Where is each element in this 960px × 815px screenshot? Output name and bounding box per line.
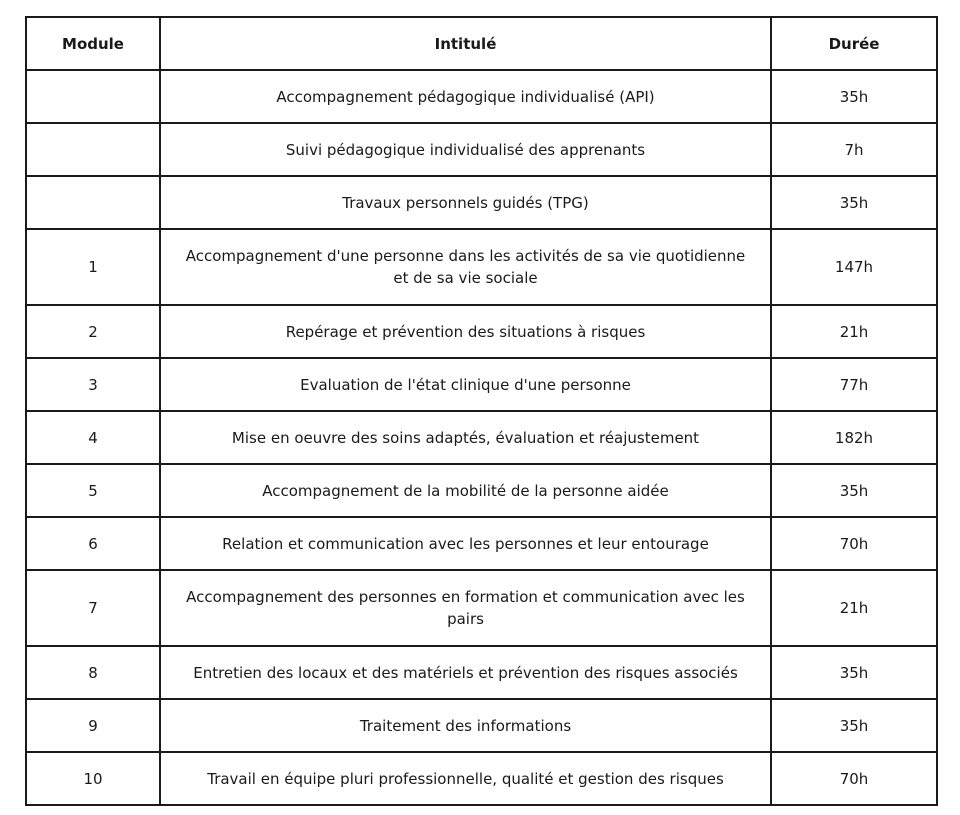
table-row — [26, 699, 937, 752]
module-number: 7 — [26, 570, 160, 646]
module-duration: 70h — [771, 517, 937, 570]
module-title: Suivi pédagogique individualisé des apprenants — [160, 123, 771, 176]
table-row — [26, 123, 937, 176]
table-row — [26, 411, 937, 464]
table-row — [26, 464, 937, 517]
module-number: 8 — [26, 646, 160, 699]
module-title: Repérage et prévention des situations à risques — [160, 305, 771, 358]
module-number: 9 — [26, 699, 160, 752]
table-row — [26, 358, 937, 411]
module-number: 2 — [26, 305, 160, 358]
module-title: Entretien des locaux et des matériels et prévention des risques associés — [160, 646, 771, 699]
table-row — [26, 229, 937, 305]
table-row — [26, 176, 937, 229]
module-number: 10 — [26, 752, 160, 805]
module-number: 4 — [26, 411, 160, 464]
module-duration: 7h — [771, 123, 937, 176]
module-title: Accompagnement de la mobilité de la personne aidée — [160, 464, 771, 517]
module-title: Accompagnement d'une personne dans les activités de sa vie quotidienne et de sa vie sociale — [160, 229, 771, 305]
table-row — [26, 305, 937, 358]
table-row — [26, 646, 937, 699]
module-number — [26, 70, 160, 123]
module-number: 6 — [26, 517, 160, 570]
module-title: Travail en équipe pluri professionnelle, qualité et gestion des risques — [160, 752, 771, 805]
module-title: Accompagnement pédagogique individualisé (API) — [160, 70, 771, 123]
module-title: Accompagnement des personnes en formation et communication avec les pairs — [160, 570, 771, 646]
module-duration: 70h — [771, 752, 937, 805]
module-duration: 21h — [771, 570, 937, 646]
module-title: Mise en oeuvre des soins adaptés, évaluation et réajustement — [160, 411, 771, 464]
module-duration: 35h — [771, 464, 937, 517]
module-title: Relation et communication avec les personnes et leur entourage — [160, 517, 771, 570]
module-duration: 35h — [771, 176, 937, 229]
module-number — [26, 176, 160, 229]
header-duration: Durée — [771, 17, 937, 70]
table-row — [26, 70, 937, 123]
module-duration: 147h — [771, 229, 937, 305]
module-duration: 35h — [771, 70, 937, 123]
module-title: Evaluation de l'état clinique d'une personne — [160, 358, 771, 411]
header-title: Intitulé — [160, 17, 771, 70]
module-duration: 35h — [771, 699, 937, 752]
module-number — [26, 123, 160, 176]
module-duration: 21h — [771, 305, 937, 358]
module-title: Traitement des informations — [160, 699, 771, 752]
module-duration: 77h — [771, 358, 937, 411]
table-row — [26, 570, 937, 646]
module-title: Travaux personnels guidés (TPG) — [160, 176, 771, 229]
module-number: 5 — [26, 464, 160, 517]
module-number: 3 — [26, 358, 160, 411]
training-modules-table — [25, 16, 938, 806]
table-row — [26, 517, 937, 570]
module-number: 1 — [26, 229, 160, 305]
header-module: Module — [26, 17, 160, 70]
table-row — [26, 752, 937, 805]
table-header-row — [26, 17, 937, 70]
module-duration: 182h — [771, 411, 937, 464]
module-duration: 35h — [771, 646, 937, 699]
